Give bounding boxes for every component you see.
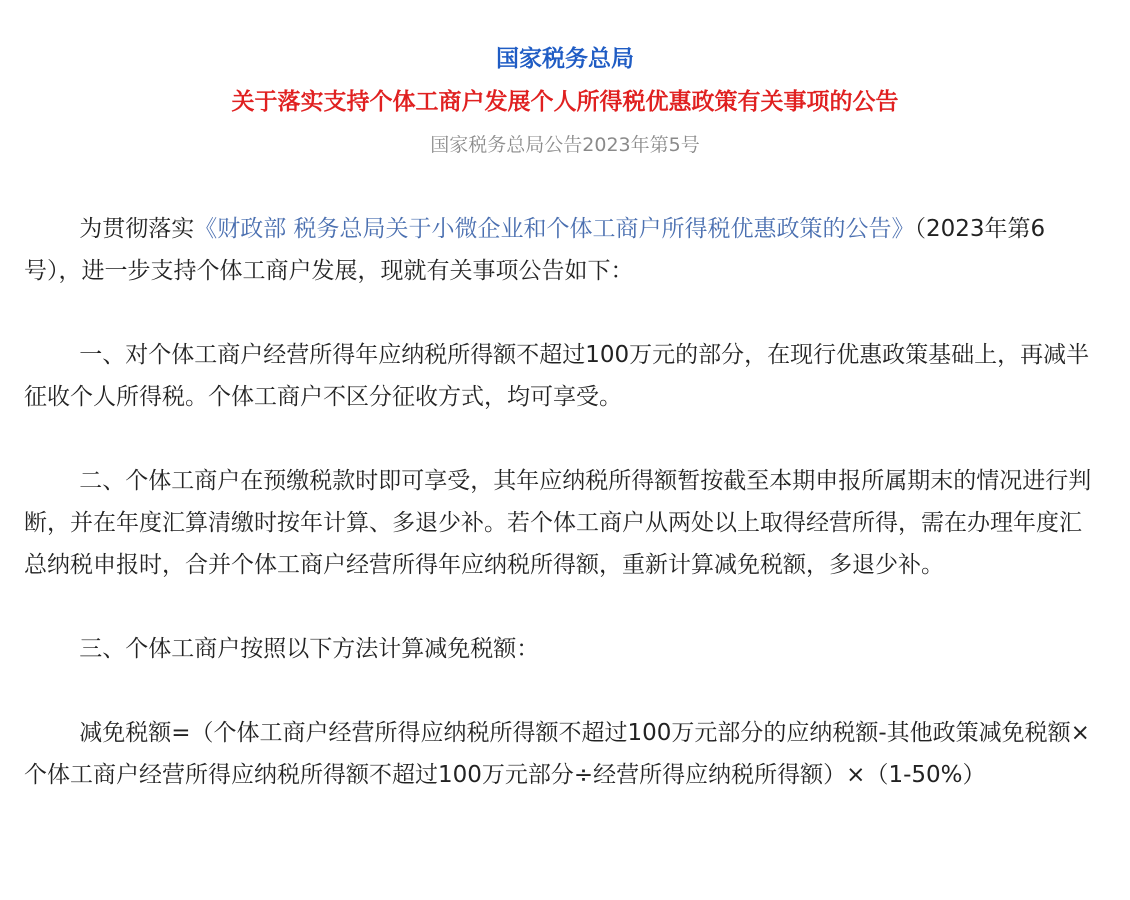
- referenced-document-link[interactable]: 《财政部 税务总局关于小微企业和个体工商户所得税优惠政策的公告》: [194, 216, 915, 242]
- intro-paragraph: [24, 208, 1092, 292]
- formula-paragraph: 减免税额=（个体工商户经营所得应纳税所得额不超过100万元部分的应纳税额-其他政策减免税额×个体工商户经营所得应纳税所得额不超过100万元部分÷经营所得应纳税所得额）×（1-50%）: [24, 720, 1090, 788]
- section-paragraph-1: 一、对个体工商户经营所得年应纳税所得额不超过100万元的部分，在现行优惠政策基础上，再减半征收个人所得税。个体工商户不区分征收方式，均可享受。: [24, 342, 1090, 410]
- intro-rest: （2023年第6号），进一步支持个体工商户发展，现就有关事项公告如下：: [24, 216, 1046, 284]
- announcement-body: [24, 208, 1092, 838]
- section-paragraph-3: 三、个体工商户按照以下方法计算减免税额：: [79, 636, 540, 662]
- agency-name: 国家税务总局: [496, 46, 634, 72]
- announcement-title: 关于落实支持个体工商户发展个人所得税优惠政策有关事项的公告: [231, 89, 899, 115]
- intro-lead: 为贯彻落实: [79, 216, 195, 242]
- section-paragraph-2: 二、个体工商户在预缴税款时即可享受，其年应纳税所得额暂按截至本期申报所属期末的情况进行判断，并在年度汇算清缴时按年计算、多退少补。若个体工商户从两处以上取得经营所得，需在办理年度汇总纳税申报时，合并个体工商户经营所得年应纳税所得额，重新计算减免税额，多退少补。: [24, 468, 1092, 578]
- document-number: 国家税务总局公告2023年第5号: [430, 134, 700, 156]
